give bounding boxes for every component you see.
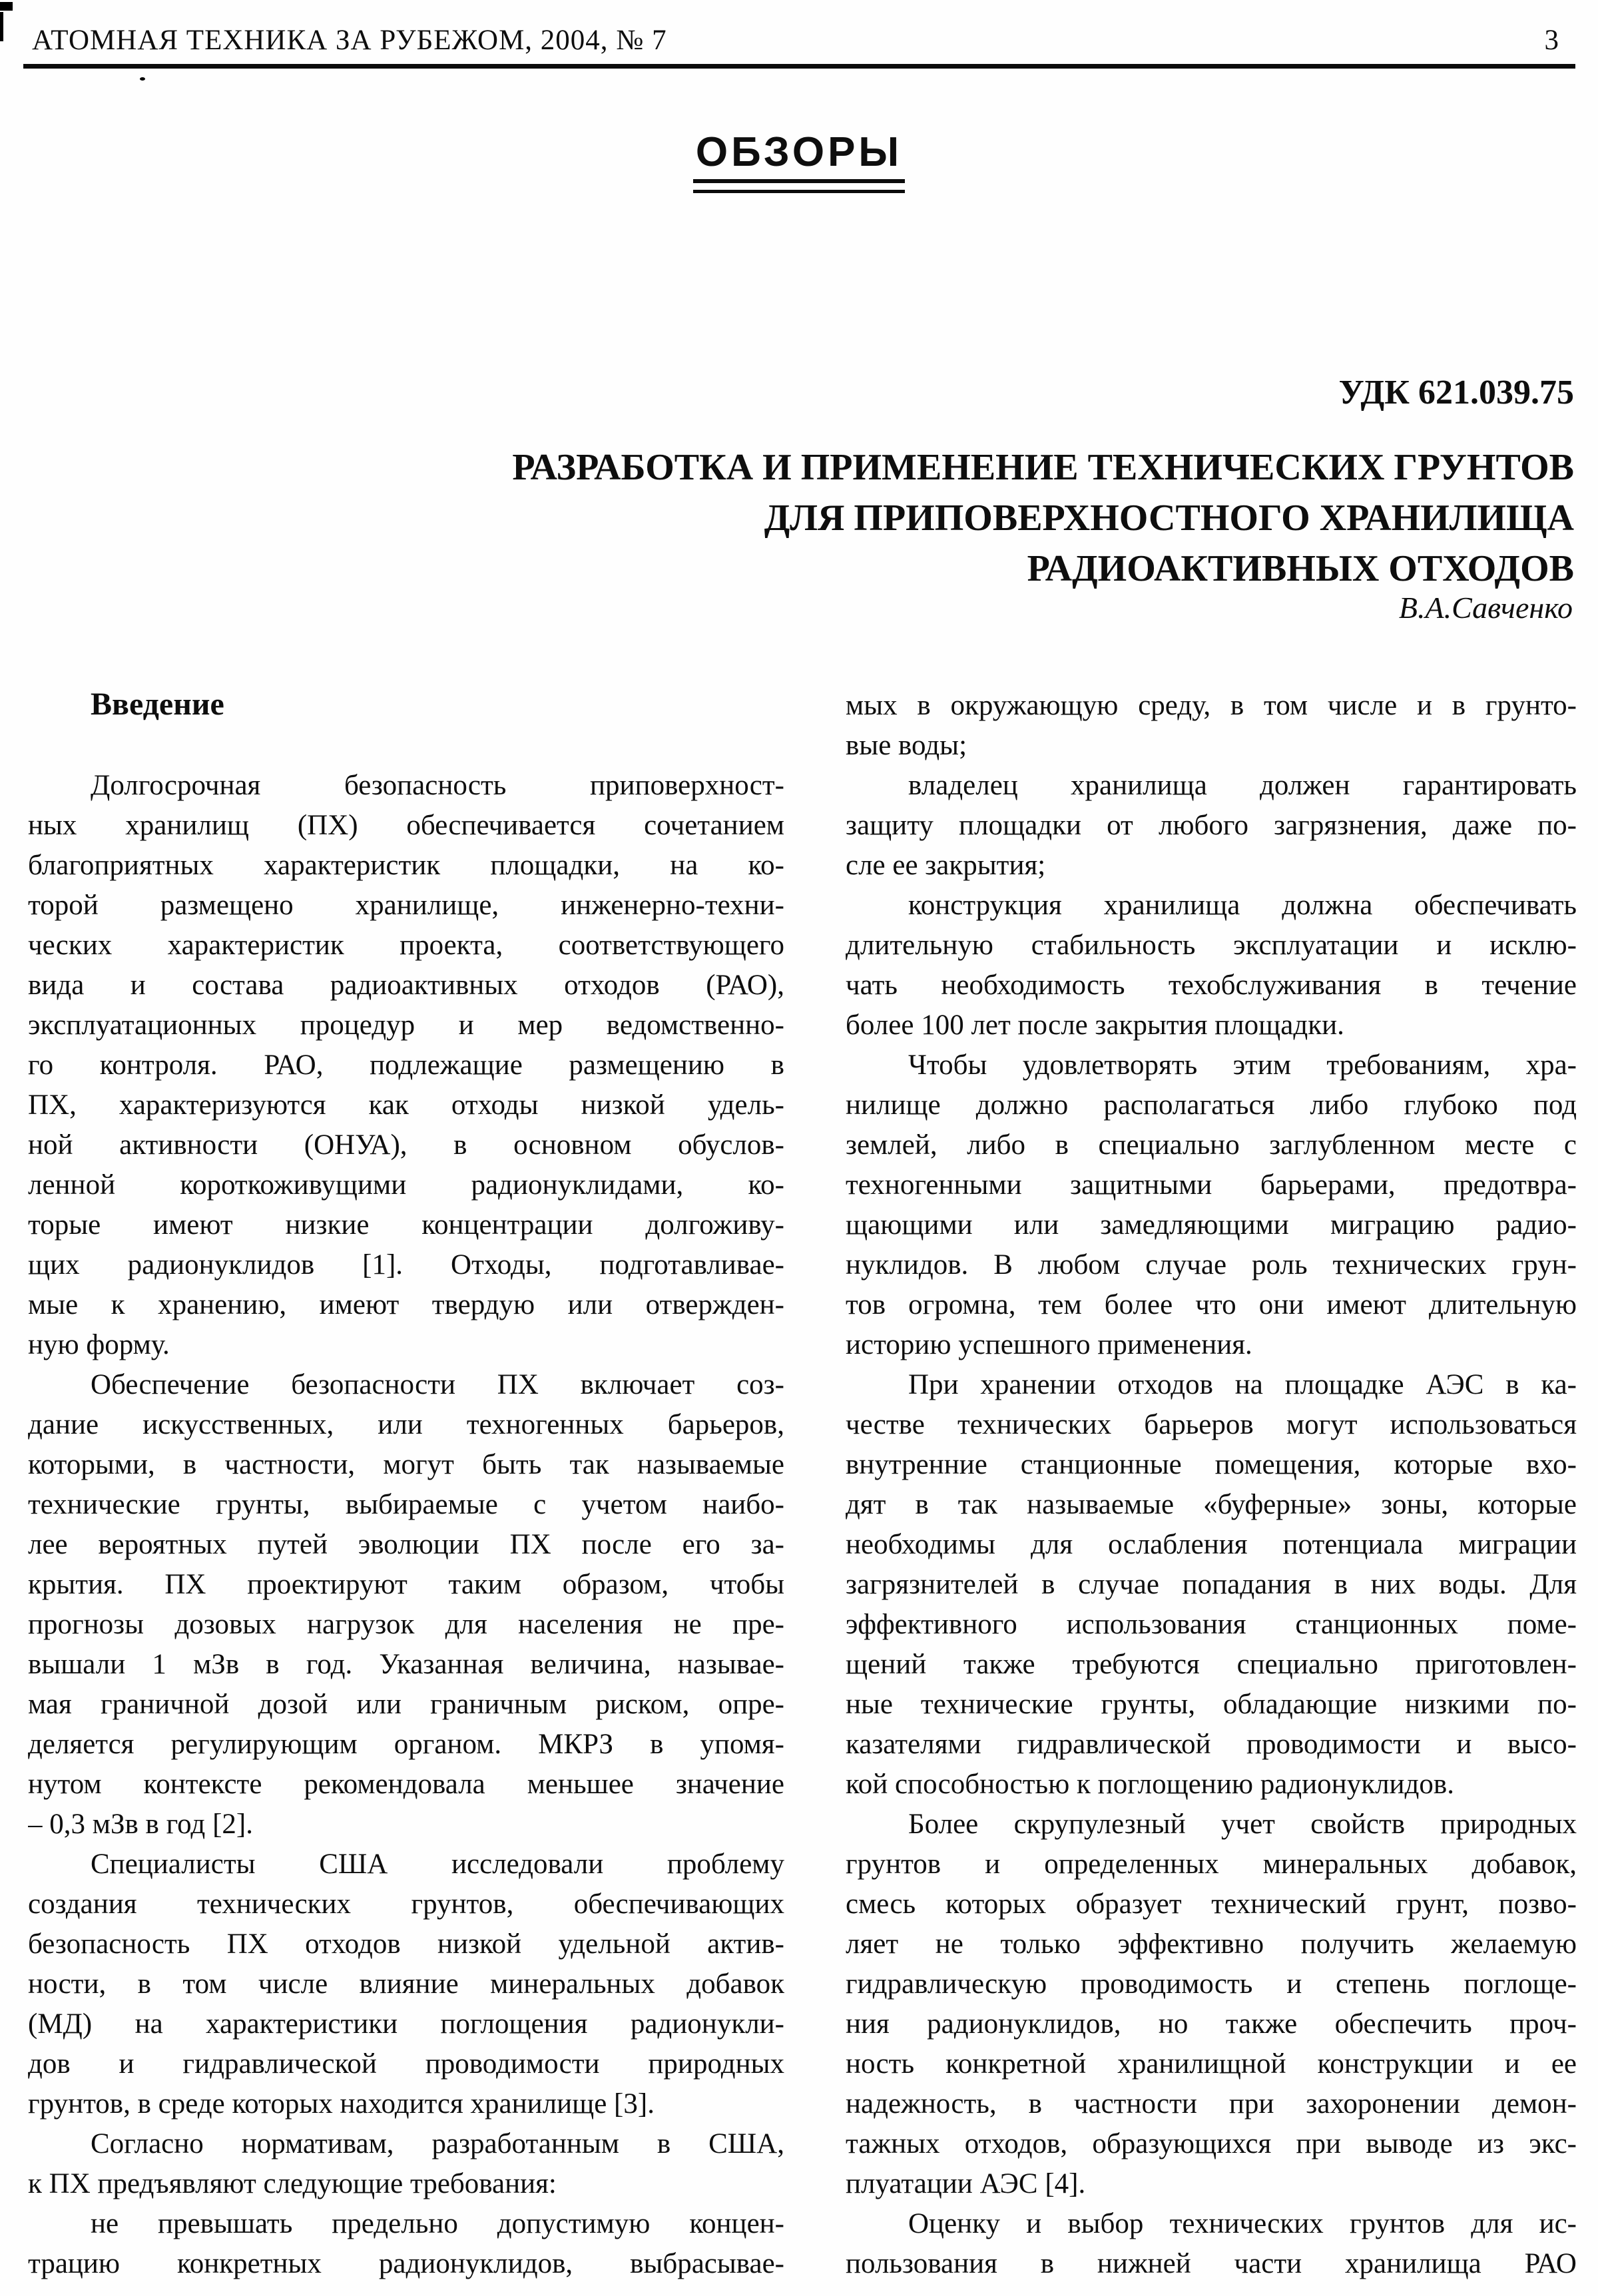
text-line: которыми, в частности, могут быть так называемые [28,1449,784,1480]
text-line: дят в так называемые «буферные» зоны, которые [846,1489,1577,1520]
text-line: трацию конкретных радионуклидов, выбрасывае- [28,2248,784,2279]
left-column [28,686,784,2284]
scan-artifact [0,12,3,41]
text-line: ляет не только эффективно получить желаемую [846,1928,1577,1960]
text-line: нилище должно располагаться либо глубоко под [846,1089,1577,1121]
text-line: пользования в нижней части хранилища РАО [846,2248,1577,2279]
text-line: Специалисты США исследовали проблему [91,1849,784,1880]
text-line: технические грунты, выбираемые с учетом наибо- [28,1489,784,1520]
text-line: нуклидов. В любом случае роль технических грун- [846,1249,1577,1281]
text-line: щающими или замедляющими миграцию радио- [846,1209,1577,1241]
text-line: ния радионуклидов, но также обеспечить проч- [846,2008,1577,2040]
text-line: ности, в том числе влияние минеральных добавок [28,1968,784,2000]
text-line: не превышать предельно допустимую концен- [91,2208,784,2239]
text-line: защиту площадки от любого загрязнения, даже по- [846,810,1577,841]
text-line: (МД) на характеристики поглощения радионукли- [28,2008,784,2040]
text-line: Согласно нормативам, разработанным в США, [91,2128,784,2159]
text-line: Оценку и выбор технических грунтов для ис- [908,2208,1577,2239]
text-line: вые воды; [846,730,967,761]
text-line: вида и состава радиоактивных отходов (РАО), [28,970,784,1001]
intro-heading: Введение [91,687,224,722]
running-head [32,24,1573,57]
article-title-line: РАЗРАБОТКА И ПРИМЕНЕНИЕ ТЕХНИЧЕСКИХ ГРУНТОВ [512,447,1574,488]
text-line: Долгосрочная безопасность приповерхност- [91,770,784,801]
text-line: благоприятных характеристик площадки, на ко- [28,850,784,881]
author: В.А.Савченко [1398,591,1573,625]
text-line: дов и гидравлической проводимости природных [28,2048,784,2080]
text-line: го контроля. РАО, подлежащие размещению в [28,1049,784,1081]
section-title: ОБЗОРЫ [695,129,903,175]
article-title-line: РАДИОАКТИВНЫХ ОТХОДОВ [1027,548,1574,589]
text-line: плуатации АЭС [4]. [846,2168,1086,2199]
scan-artifact [140,77,145,81]
text-line: ные технические грунты, обладающие низкими по- [846,1689,1577,1720]
journal-header: АТОМНАЯ ТЕХНИКА ЗА РУБЕЖОМ, 2004, № 7 [32,25,667,56]
text-line: тажных отходов, образующихся при выводе из экс- [846,2128,1577,2159]
text-line: ную форму. [28,1329,170,1360]
text-line: техногенными защитными барьерами, предотвра- [846,1169,1577,1201]
double-rule [693,179,905,193]
text-line: смесь которых образует технический грунт, позво- [846,1888,1577,1920]
text-line: Более скрупулезный учет свойств природных [908,1809,1577,1840]
text-line: сле ее закрытия; [846,850,1046,881]
text-line: эффективного использования станционных поме- [846,1609,1577,1640]
text-line: прогнозы дозовых нагрузок для населения не пре- [28,1609,784,1640]
scan-artifact [0,2,13,11]
page-number: 3 [1544,25,1559,56]
text-line: к ПХ предъявляют следующие требования: [28,2168,557,2199]
text-line: Обеспечение безопасности ПХ включает соз- [91,1369,784,1400]
text-line: длительную стабильность эксплуатации и исклю- [846,930,1577,961]
text-line: мая граничной дозой или граничным риском, опре- [28,1689,784,1720]
text-line: крытия. ПХ проектируют таким образом, чтобы [28,1569,784,1600]
text-line: При хранении отходов на площадке АЭС в ка- [908,1369,1577,1400]
text-line: деляется регулирующим органом. МКРЗ в упомя- [28,1729,784,1760]
text-line: вышали 1 мЗв в год. Указанная величина, называе- [28,1649,784,1680]
article-title [400,442,1574,594]
header-rule [23,64,1575,69]
text-line: эксплуатационных процедур и мер ведомственно- [28,1009,784,1041]
text-line: необходимы для ослабления потенциала миграции [846,1529,1577,1560]
text-line: торые имеют низкие концентрации долгоживу- [28,1209,784,1241]
text-line: безопасность ПХ отходов низкой удельной актив- [28,1928,784,1960]
text-line: честве технических барьеров могут использоваться [846,1409,1577,1440]
text-line: владелец хранилища должен гарантировать [908,770,1577,801]
text-line: ной активности (ОНУА), в основном обуслов- [28,1129,784,1161]
text-line: кой способностью к поглощению радионуклидов. [846,1769,1454,1800]
article-title-line: ДЛЯ ПРИПОВЕРХНОСТНОГО ХРАНИЛИЩА [764,497,1574,539]
text-line: – 0,3 мЗв в год [2]. [28,1809,253,1840]
text-line: внутренние станционные помещения, которые вхо- [846,1449,1577,1480]
text-line: ческих характеристик проекта, соответствующего [28,930,784,961]
text-line: землей, либо в специально заглубленном месте с [846,1129,1577,1161]
text-line: нутом контексте рекомендовала меньшее значение [28,1769,784,1800]
udc-number: УДК 621.039.75 [1338,374,1574,412]
text-line: историю успешного применения. [846,1329,1252,1360]
text-line: конструкция хранилища должна обеспечивать [908,890,1577,921]
text-line: мых в окружающую среду, в том числе и в грунто- [846,690,1577,721]
text-line: мые к хранению, имеют твердую или отвержден- [28,1289,784,1320]
text-line: Чтобы удовлетворять этим требованиям, хра- [908,1049,1577,1081]
text-line: ПХ, характеризуются как отходы низкой удель- [28,1089,784,1121]
text-line: лее вероятных путей эволюции ПХ после его за- [28,1529,784,1560]
text-line: загрязнителей в случае попадания в них воды. Для [846,1569,1577,1600]
text-line: гидравлическую проводимость и степень поглоще- [846,1968,1577,2000]
text-line: надежность, в частности при захоронении демон- [846,2088,1577,2120]
text-line: щих радионуклидов [1]. Отходы, подготавливае- [28,1249,784,1281]
text-line: дание искусственных, или техногенных барьеров, [28,1409,784,1440]
right-column [846,686,1577,2284]
text-line: чать необходимость техобслуживания в течение [846,970,1577,1001]
section-banner [0,129,1598,193]
text-line: более 100 лет после закрытия площадки. [846,1009,1344,1041]
text-line: тов огромна, тем более что они имеют длительную [846,1289,1577,1320]
text-line: грунтов и определенных минеральных добавок, [846,1849,1577,1880]
text-line: щений также требуются специально приготовлен- [846,1649,1577,1680]
text-line: создания технических грунтов, обеспечивающих [28,1888,784,1920]
text-line: ность конкретной хранилищной конструкции и ее [846,2048,1577,2080]
text-line: ленной короткоживущими радионуклидами, ко- [28,1169,784,1201]
text-line: грунтов, в среде которых находится хранилище [3]. [28,2088,655,2120]
text-line: ных хранилищ (ПХ) обеспечивается сочетанием [28,810,784,841]
text-line: казателями гидравлической проводимости и высо- [846,1729,1577,1760]
text-line: торой размещено хранилище, инженерно-техни- [28,890,784,921]
